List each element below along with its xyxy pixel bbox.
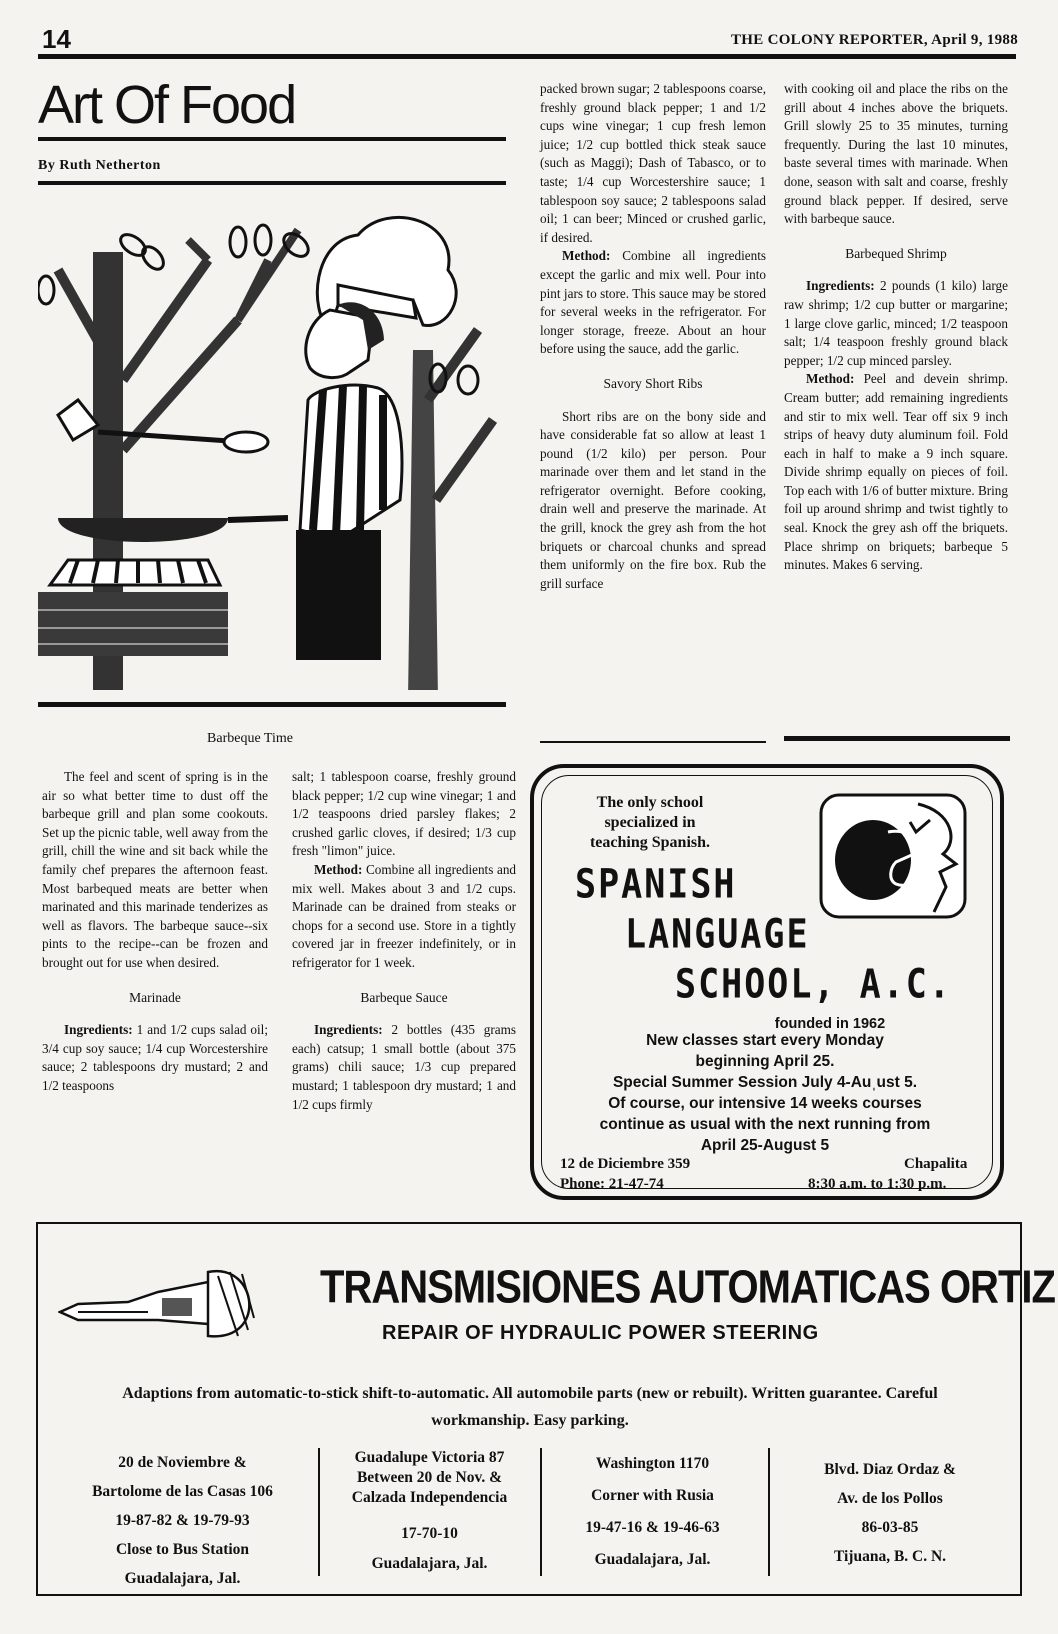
column-sauce bbox=[540, 80, 766, 593]
location-line: Blvd. Diaz Ordaz & bbox=[824, 1461, 956, 1478]
column-intro bbox=[42, 768, 268, 1096]
ribs-heading: Savory Short Ribs bbox=[603, 375, 703, 391]
location-line: Washington 1170 bbox=[595, 1455, 710, 1472]
school-name-line2: LANGUAGE bbox=[625, 912, 810, 958]
school-address: 12 de Diciembre 359 bbox=[560, 1156, 691, 1172]
school-classes: New classes start every Monday bbox=[646, 1032, 884, 1049]
sauce-heading: Barbeque Sauce bbox=[360, 989, 448, 1005]
shrimp-method-text: Peel and devein shrimp. Cream butter; add remaining ingredients and stir to mix well. Tear off six 9 inch strips of heavy duty aluminum foil. Fold each in half to make a 9 inch square. Divide shrimp equally on pieces of foil. Top each with 1/6 of butter mixture. Bring foil up around shrimp and twist tightly to seal. Knock the grey ash off the briquets. Place shrimp on briquets; barbeque 5 minutes. Makes 6 serving. bbox=[784, 371, 1008, 573]
transmission-title: TRANSMISIONES AUTOMATICAS ORTIZ bbox=[320, 1262, 1055, 1313]
column4-end-rule bbox=[784, 736, 1010, 741]
marinade-method-text: Combine all ingredients and mix well. Makes about 3 and 1/2 cups. Marinade can be drained from steaks or chops for a second use. Store in a tightly covered jar in freezer indefinitely, or in refrigerator for 1 week. bbox=[292, 861, 517, 970]
sauce-ingredients bbox=[292, 1021, 516, 1114]
transmission-icon bbox=[58, 1262, 264, 1342]
publication-header: THE COLONY REPORTER, April 9, 1988 bbox=[730, 32, 1018, 48]
location-divider bbox=[768, 1448, 770, 1576]
sauce-ingredients-b: packed brown sugar; 2 tablespoons coarse, freshly ground black pepper; 1 and 1/2 cups wine vinegar; 1 cup fresh lemon juice; 1/2 cup bottled thick steak sauce (such as Maggi); Dash of Tabasco, or to taste; 1/4 cup Worcestershire sauce; 1 tablespoon soy sauce; 2 tablespoons salad oil; 1 can beer; Minced or crushed garlic, if desired. bbox=[540, 81, 766, 245]
column-marinade bbox=[292, 768, 516, 1114]
school-beginning: beginning April 25. bbox=[695, 1053, 835, 1070]
school-name-line1: SPANISH bbox=[575, 862, 737, 908]
location-line: Tijuana, B. C. N. bbox=[833, 1548, 947, 1565]
marinade-ing-label: Ingredients: bbox=[64, 1022, 133, 1038]
location-card bbox=[775, 1455, 1005, 1571]
shrimp-ingredients bbox=[784, 277, 1008, 370]
location-line: Corner with Rusia bbox=[591, 1487, 714, 1504]
ribs-text-a: Short ribs are on the bony side and have considerable fat so allow at least 1 pound (1/2 kilo) per person. Pour marinade over them and let stand in the refrigerator overnight. Before cooking, drain well and preserve the marinade. At the grill, knock the grey ash from the hot briquets or charcoal chunks and spread them uniformly on the fire box. Rub the grill surface bbox=[540, 408, 766, 591]
location-line: 20 de Noviembre & bbox=[118, 1454, 247, 1471]
marinade-method-label: Method: bbox=[314, 861, 363, 877]
article-title: Art Of Food bbox=[38, 75, 296, 135]
location-card bbox=[545, 1448, 760, 1576]
intro-paragraph: The feel and scent of spring is in the air so what better time to dust off the barbeque grill and plan some cookouts. Set up the picnic table, well away from the grill, chill the wine and sit back while the family chef prepares the afternoon feast. Most barbequed meats are better when marinated and this marinade tenderizes as well as flavors. The barbeque sauce--six pints to the recipe--can be frozen and brought out for use when desired. bbox=[42, 769, 268, 970]
chef-grilling-illustration bbox=[38, 200, 506, 690]
location-line: 19-87-82 & 19-79-93 bbox=[115, 1512, 250, 1529]
illustration-rule bbox=[38, 702, 506, 707]
school-hours: 8:30 a.m. to 1:30 p.m. bbox=[808, 1176, 947, 1192]
location-divider bbox=[318, 1448, 320, 1576]
school-intensive-3: April 25-August 5 bbox=[700, 1137, 830, 1154]
location-line: 19-47-16 & 19-46-63 bbox=[585, 1519, 720, 1536]
shrimp-method-label: Method: bbox=[806, 371, 855, 387]
marinade-heading: Marinade bbox=[129, 989, 181, 1005]
location-card bbox=[50, 1448, 315, 1593]
transmission-description: Adaptions from automatic-to-stick shift-to-automatic. All automobile parts (new or rebuilt). Written guarantee. Careful workmanship. Easy parking. bbox=[122, 1385, 938, 1429]
sauce-method-text: Combine all ingredients except the garlic and mix well. Pour into pint jars to store. This sauce may be stored for several weeks in the refrigerator. For longer storage, freeze. About an hour before using the sauce, add the garlic. bbox=[540, 248, 766, 357]
location-divider bbox=[540, 1448, 542, 1576]
location-line: Guadalajara, Jal. bbox=[594, 1551, 711, 1568]
article-byline: By Ruth Netherton bbox=[38, 158, 161, 173]
shrimp-method bbox=[784, 370, 1008, 575]
ribs-text-b: with cooking oil and place the ribs on the grill about 4 inches above the briquets. Grill slowly 25 to 35 minutes, turning frequently. During the last 10 minutes, baste several times with marinade. When done, season with salt and coarse, freshly ground black pepper. If desired, serve with barbeque sauce. bbox=[784, 81, 1008, 227]
sauce-method-label: Method: bbox=[562, 248, 611, 264]
school-founded: founded in 1962 bbox=[774, 1016, 886, 1032]
school-district: Chapalita bbox=[904, 1156, 968, 1172]
column3-end-rule bbox=[540, 741, 766, 743]
location-line: 86-03-85 bbox=[861, 1519, 919, 1536]
location-line: 17-70-10 bbox=[401, 1525, 458, 1542]
shrimp-heading: Barbequed Shrimp bbox=[845, 245, 947, 261]
location-card bbox=[322, 1448, 537, 1574]
sauce-ingredients-a: 2 bottles (435 grams each) catsup; 1 small bottle (about 375 grams) chili sauce; 1/3 cup prepared mustard; 1 tablespoon dry mustard; 1 and 1/2 cups firmly bbox=[292, 1022, 516, 1112]
location-line: Guadalajara, Jal. bbox=[124, 1570, 241, 1587]
school-intensive-2: continue as usual with the next running from bbox=[599, 1116, 931, 1133]
tree-trunk-right bbox=[408, 350, 438, 690]
shrimp-ing-label: Ingredients: bbox=[806, 278, 875, 294]
school-intensive-1: Of course, our intensive 14 weeks courses bbox=[608, 1095, 922, 1112]
marinade-ingredients bbox=[42, 1021, 268, 1095]
title-rule bbox=[38, 137, 506, 141]
location-line: Guadalupe Victoria 87 bbox=[354, 1449, 505, 1466]
location-line: Close to Bus Station bbox=[115, 1541, 250, 1558]
school-phone: Phone: 21-47-74 bbox=[560, 1176, 664, 1192]
byline-rule bbox=[38, 181, 506, 185]
marinade-method bbox=[292, 861, 516, 973]
chef-pants bbox=[296, 530, 381, 660]
location-line: Av. de los Pollos bbox=[837, 1490, 943, 1507]
illustration-caption: Barbeque Time bbox=[207, 731, 293, 746]
page-number: 14 bbox=[42, 24, 71, 54]
sauce-ing-label: Ingredients: bbox=[314, 1022, 383, 1038]
location-line: Guadalajara, Jal. bbox=[371, 1555, 488, 1572]
marinade-ingredients-a: 1 and 1/2 cups salad oil; 3/4 cup soy sauce; 1/4 cup Worcestershire sauce; 2 tablespoons dry mustard; 2 and 1/2 teaspoons bbox=[42, 1022, 269, 1093]
school-summer: Special Summer Session July 4-Auˌust 5. bbox=[612, 1074, 918, 1091]
location-line: Calzada Independencia bbox=[351, 1489, 508, 1506]
transmission-subtitle: REPAIR OF HYDRAULIC POWER STEERING bbox=[382, 1322, 819, 1344]
column-shrimp bbox=[784, 80, 1008, 575]
masthead-rule bbox=[38, 54, 1016, 59]
location-line: Between 20 de Nov. & bbox=[356, 1469, 503, 1486]
grill-bricks bbox=[38, 592, 228, 656]
sauce-method bbox=[540, 247, 766, 359]
school-tagline: The only school specialized in teaching Spanish. bbox=[589, 794, 711, 851]
school-name-line3: SCHOOL, A.C. bbox=[675, 962, 952, 1008]
shrimp-ingredients-text: 2 pounds (1 kilo) large raw shrimp; 1/2 cup butter or margarine; 1 large clove garlic, minced; 1/2 teaspoon salt; 1/4 teaspoon freshly ground black pepper; 1/2 cup minced parsley. bbox=[784, 278, 1008, 368]
location-line: Bartolome de las Casas 106 bbox=[92, 1483, 273, 1500]
face-speech-logo bbox=[818, 792, 968, 920]
frying-pan bbox=[58, 518, 228, 542]
marinade-ingredients-b: salt; 1 tablespoon coarse, freshly ground black pepper; 1/2 cup wine vinegar; 1 and 1/2 teaspoons dried parsley flakes; 2 crushed garlic cloves, if desired; 1/3 cup fresh "limon" juice. bbox=[292, 769, 516, 859]
